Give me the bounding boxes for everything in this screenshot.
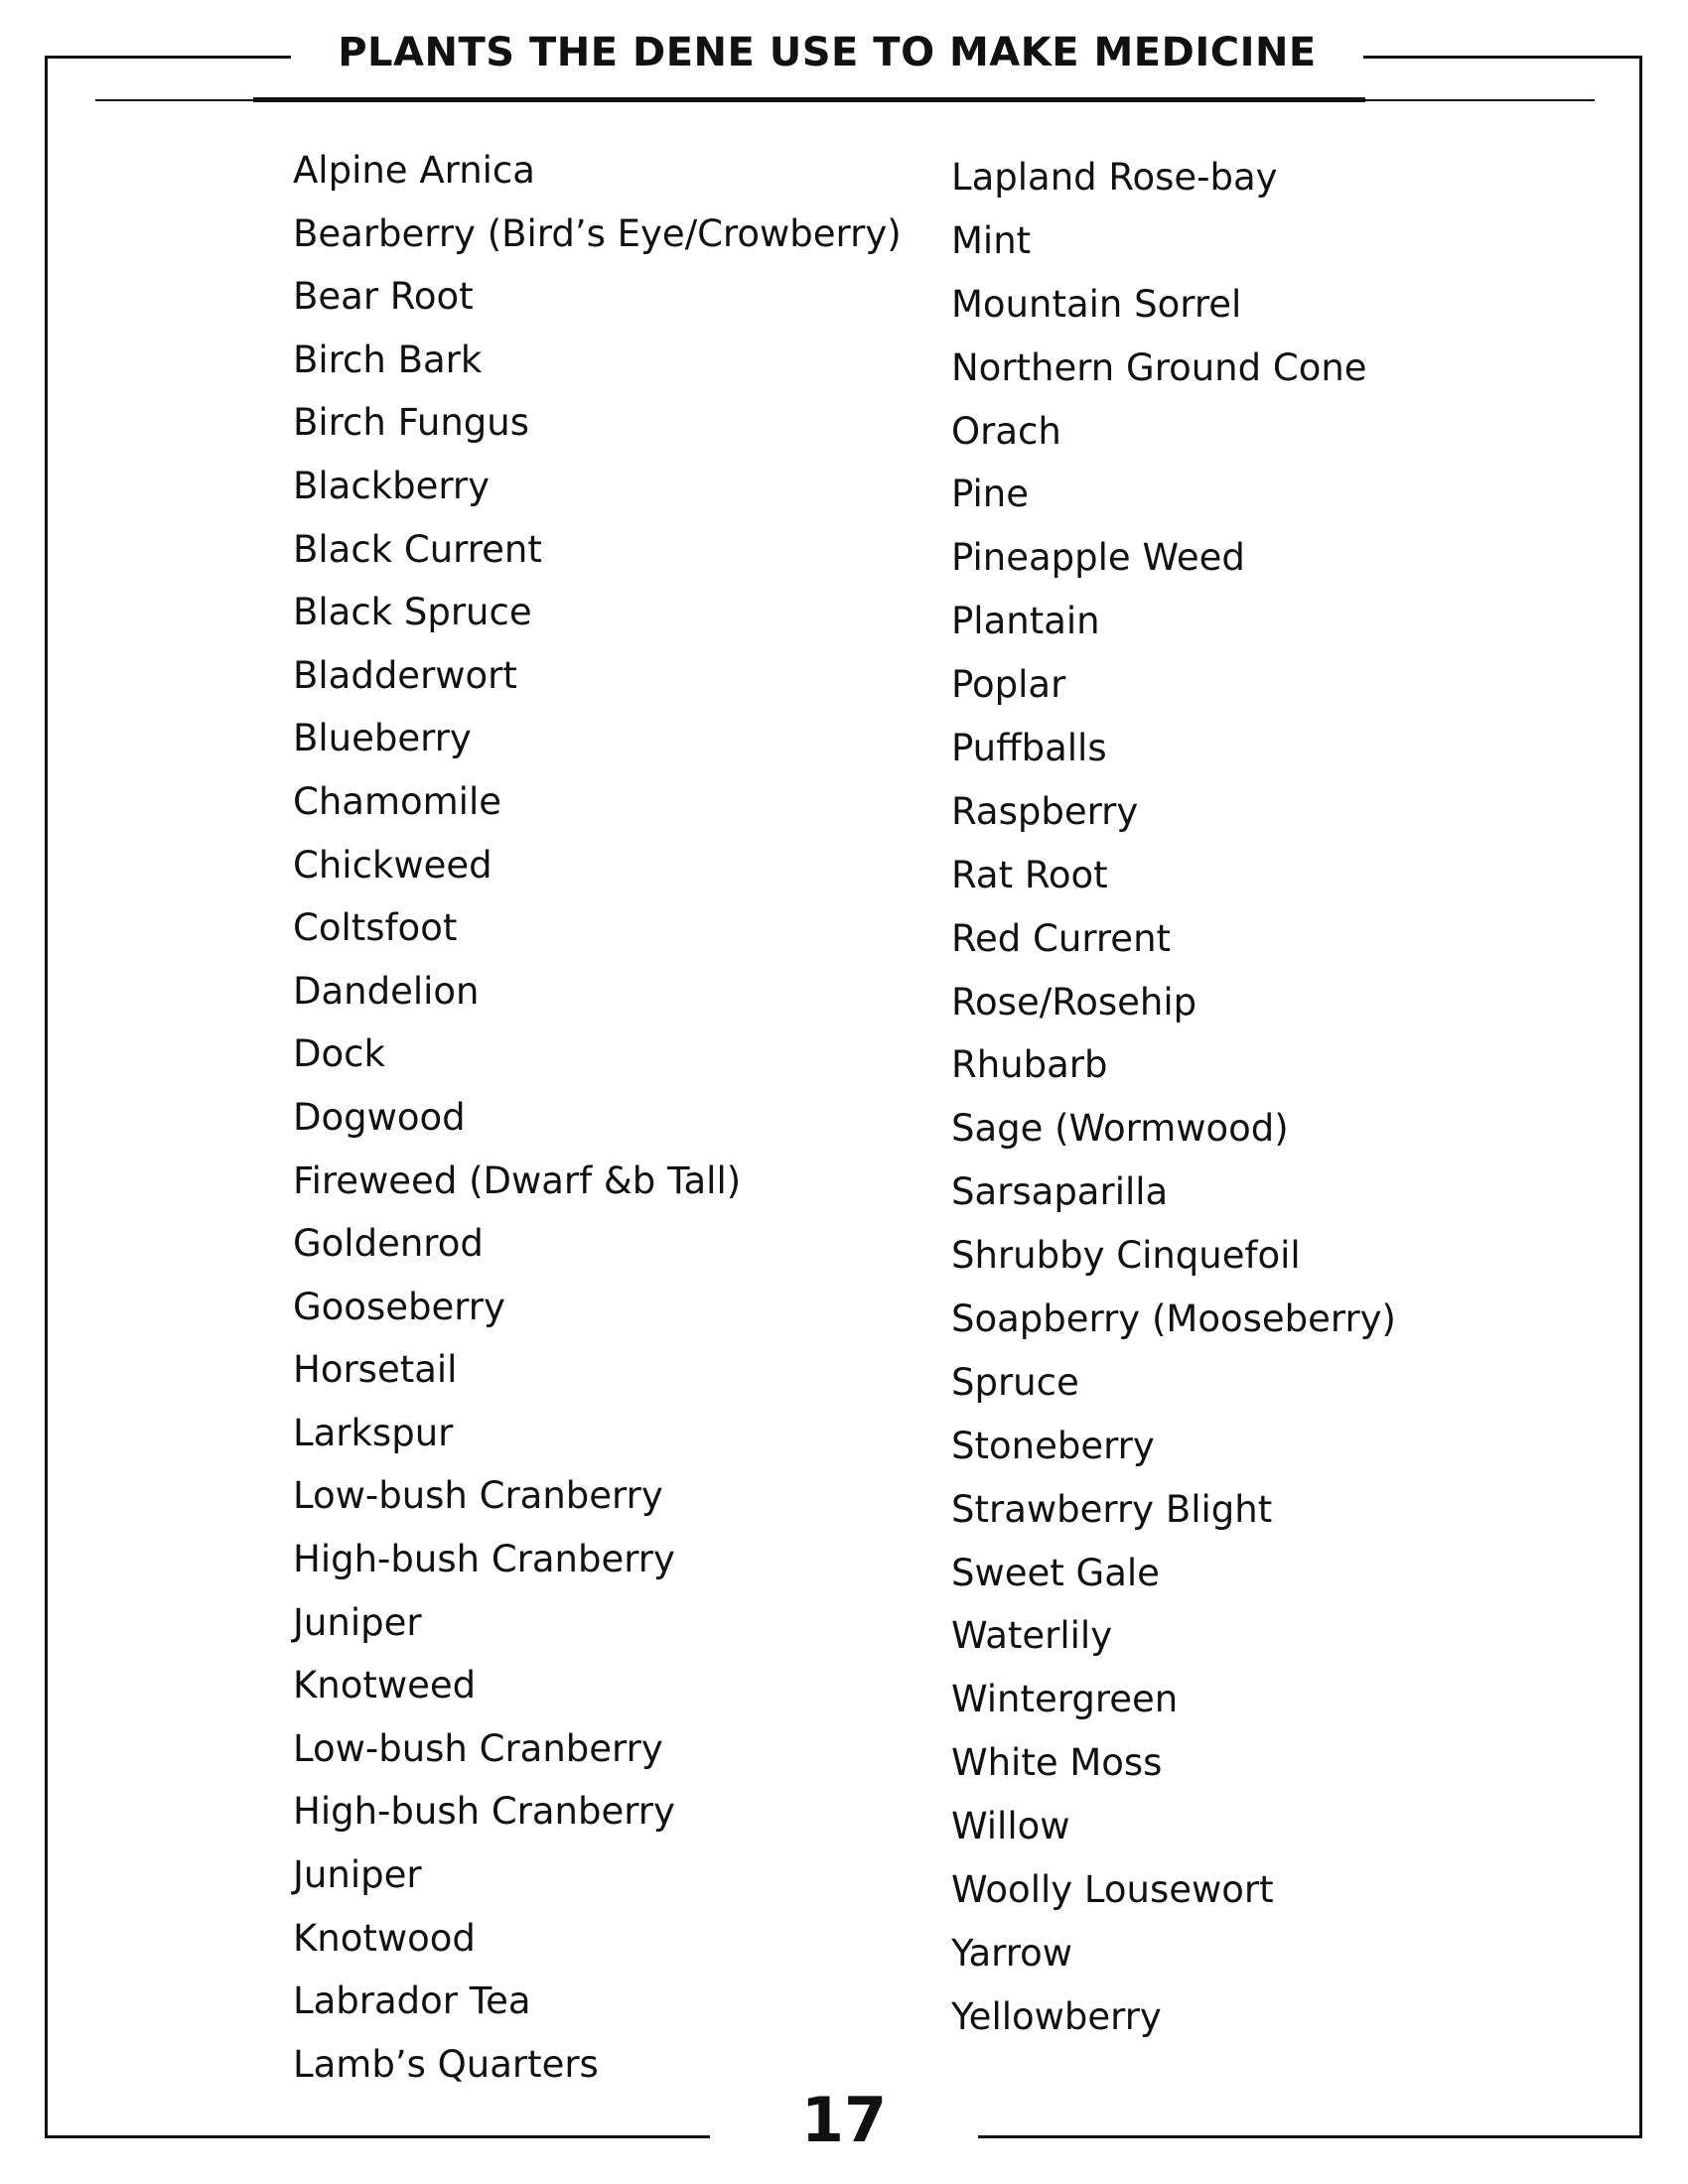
frame-left-border [45, 56, 48, 2138]
frame-bottom-left-border [45, 2135, 710, 2138]
list-item: Yellowberry [951, 1994, 1162, 2038]
list-item: Rhubarb [951, 1043, 1108, 1087]
list-item: Pineapple Weed [951, 536, 1245, 580]
list-item: Black Spruce [293, 591, 532, 634]
list-item: Gooseberry [293, 1285, 505, 1328]
list-item: High-bush Cranberry [293, 1790, 675, 1834]
list-item: Blackberry [293, 464, 491, 507]
list-item: Rat Root [951, 853, 1108, 896]
list-item: Fireweed (Dwarf &b Tall) [293, 1159, 742, 1202]
page-title: PLANTS THE DENE USE TO MAKE MEDICINE [338, 30, 1317, 75]
list-item: Lamb’s Quarters [293, 2042, 599, 2086]
list-item: Birch Bark [293, 338, 483, 381]
list-item: Puffballs [951, 727, 1107, 770]
list-item: Bladderwort [293, 653, 517, 697]
list-item: Knotweed [293, 1664, 477, 1707]
plant-list-right [951, 146, 1396, 2049]
list-item: Goldenrod [293, 1222, 484, 1266]
list-item: Chamomile [293, 779, 502, 823]
list-item: Mint [951, 218, 1032, 262]
list-item: Sage (Wormwood) [951, 1107, 1289, 1151]
list-item: Alpine Arnica [293, 149, 535, 192]
list-item: Strawberry Blight [951, 1487, 1273, 1531]
list-item: Yarrow [951, 1931, 1073, 1975]
list-item: Knotwood [293, 1916, 476, 1960]
frame-top-right-border [1363, 56, 1642, 59]
list-item: Juniper [293, 1853, 422, 1897]
list-item: Sweet Gale [951, 1551, 1160, 1594]
list-item: Waterlily [951, 1614, 1113, 1658]
list-item: Low-bush Cranberry [293, 1474, 663, 1518]
list-item: Mountain Sorrel [951, 282, 1242, 326]
list-item: Chickweed [293, 843, 492, 887]
list-item: Raspberry [951, 789, 1139, 833]
list-item: Stoneberry [951, 1424, 1155, 1467]
list-item: Orach [951, 409, 1061, 453]
list-item: High-bush Cranberry [293, 1538, 675, 1581]
list-item: Red Current [951, 916, 1172, 960]
list-item: Labrador Tea [293, 1979, 531, 2023]
list-item: Soapberry (Mooseberry) [951, 1297, 1396, 1341]
list-item: Plantain [951, 600, 1100, 643]
list-item: Birch Fungus [293, 401, 529, 445]
list-item: Woolly Lousewort [951, 1868, 1274, 1912]
plant-list-left [293, 139, 902, 2096]
list-item: Low-bush Cranberry [293, 1726, 663, 1770]
list-item: Dock [293, 1032, 385, 1076]
list-item: Larkspur [293, 1411, 454, 1454]
list-item: Rose/Rosehip [951, 980, 1197, 1024]
list-item: Shrubby Cinquefoil [951, 1234, 1301, 1278]
frame-top-left-border [45, 56, 291, 59]
page-number: 17 [800, 2084, 888, 2156]
list-item: Bear Root [293, 275, 474, 319]
list-item: Blueberry [293, 717, 472, 760]
list-item: Bearberry (Bird’s Eye/Crowberry) [293, 211, 902, 255]
list-item: Dogwood [293, 1095, 466, 1139]
list-item: Spruce [951, 1360, 1079, 1404]
list-item: Northern Ground Cone [951, 345, 1367, 389]
frame-right-border [1639, 56, 1642, 2138]
list-item: Lapland Rose-bay [951, 156, 1278, 199]
list-item: Willow [951, 1805, 1070, 1848]
list-item: Juniper [293, 1600, 422, 1644]
list-item: Poplar [951, 663, 1066, 707]
list-item: Coltsfoot [293, 906, 458, 950]
list-item: Black Current [293, 527, 542, 571]
list-item: Pine [951, 473, 1029, 516]
list-item: White Moss [951, 1741, 1163, 1785]
list-item: Dandelion [293, 969, 480, 1013]
frame-bottom-right-border [978, 2135, 1642, 2138]
list-item: Wintergreen [951, 1678, 1179, 1721]
title-underline-bold [253, 97, 1365, 102]
list-item: Horsetail [293, 1348, 458, 1392]
list-item: Sarsaparilla [951, 1170, 1169, 1214]
